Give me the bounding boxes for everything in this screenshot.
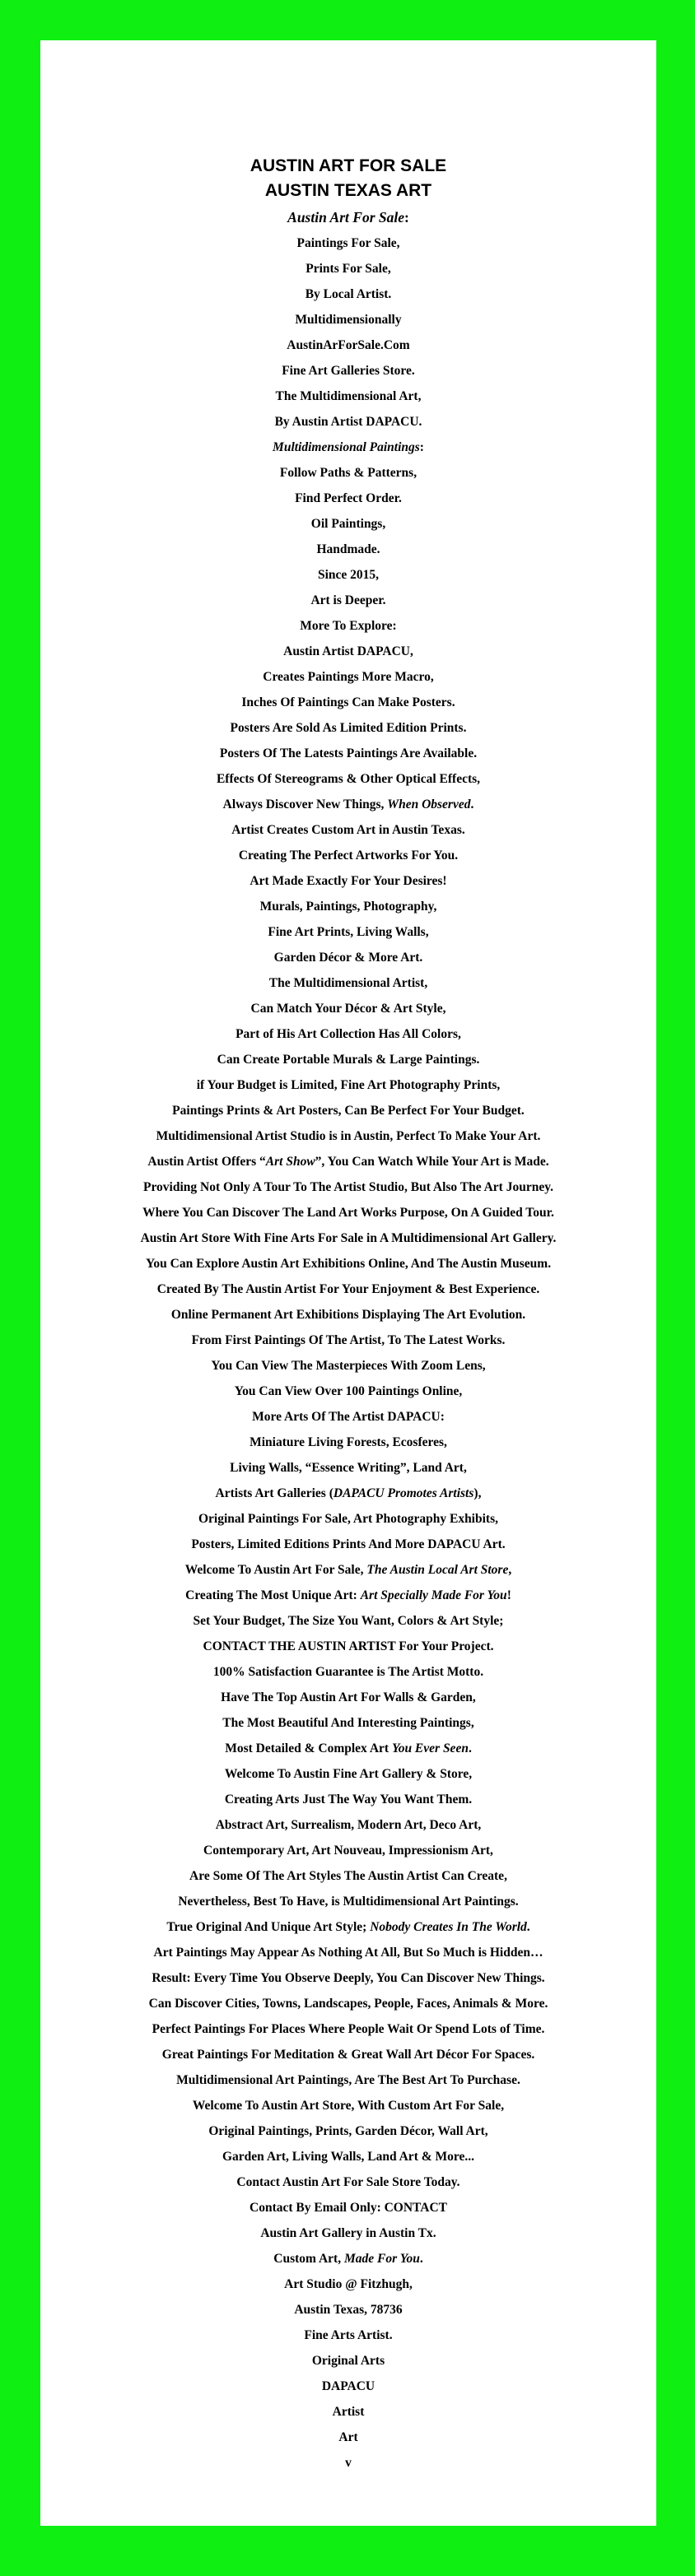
text-line: [40, 1991, 656, 2016]
line-text: You Can View The Masterpieces With Zoom Lens,: [211, 1359, 486, 1373]
line-text: Set Your Budget, The Size You Want, Colors & Art Style;: [193, 1614, 504, 1628]
text-line: [40, 919, 656, 945]
text-line: [40, 1838, 656, 1863]
line-text: CONTACT THE AUSTIN ARTIST For Your Project.: [203, 1639, 494, 1653]
line-text: Artists Art Galleries (: [215, 1486, 334, 1500]
line-text: Multidimensional Art Paintings, Are The Best Art To Purchase.: [176, 2073, 520, 2087]
line-text: Part of His Art Collection Has All Colors,: [236, 1027, 461, 1041]
line-text: You Can Explore Austin Art Exhibitions Online, And The Austin Museum.: [145, 1257, 552, 1271]
text-line: [40, 537, 656, 562]
text-line: [40, 2271, 656, 2297]
line-text: Have The Top Austin Art For Walls & Garden,: [221, 1690, 476, 1704]
text-line: [40, 460, 656, 486]
text-line: [40, 256, 656, 281]
text-line: [40, 435, 656, 460]
line-text: Follow Paths & Patterns,: [279, 466, 417, 480]
line-text: The Multidimensional Artist,: [268, 976, 428, 990]
line-text: Welcome To Austin Fine Art Gallery & Store,: [224, 1767, 473, 1781]
text-line: [40, 2425, 656, 2450]
line-text: Most Detailed & Complex Art: [225, 1741, 392, 1755]
line-text: Custom Art,: [273, 2252, 344, 2266]
text-line: [40, 1123, 656, 1149]
line-text: Prints For Sale,: [306, 262, 391, 276]
text-line: [40, 2042, 656, 2067]
line-text: Contemporary Art, Art Nouveau, Impressionism Art,: [203, 1844, 493, 1858]
line-text: Original Arts: [311, 2354, 385, 2368]
text-line: [40, 1353, 656, 1379]
line-text: Can Match Your Décor & Art Style,: [250, 1002, 446, 1016]
line-text: Great Paintings For Meditation & Great Wall Art Décor For Spaces.: [161, 2048, 535, 2062]
line-text: 100% Satisfaction Guarantee is The Artist Motto.: [212, 1665, 484, 1679]
text-line: [40, 1276, 656, 1302]
italic-text: Art Show: [265, 1155, 315, 1169]
text-line: [40, 1225, 656, 1251]
text-line: [40, 2067, 656, 2093]
line-text: Created By The Austin Artist For Your Enjoyment & Best Experience.: [156, 1282, 540, 1296]
text-line: [40, 817, 656, 843]
page-content: [40, 154, 656, 2476]
text-line: [40, 2195, 656, 2220]
text-line: [40, 1940, 656, 1965]
line-text: Welcome To Austin Art For Sale,: [184, 1563, 367, 1577]
text-line: [40, 1379, 656, 1404]
text-line: [40, 715, 656, 741]
line-text: Creating Arts Just The Way You Want Them.: [224, 1793, 473, 1806]
line-text: Austin Artist DAPACU,: [283, 644, 413, 658]
line-text: More To Explore:: [300, 619, 397, 633]
line-text: Living Walls, “Essence Writing”, Land Art,: [230, 1461, 467, 1475]
line-text: Posters Of The Latests Paintings Are Available.: [219, 746, 478, 760]
line-text: :: [419, 440, 424, 454]
line-text: Paintings For Sale,: [296, 236, 400, 250]
text-line: [40, 1506, 656, 1532]
italic-text: When Observed: [387, 797, 471, 811]
line-text: Austin Art Gallery in Austin Tx.: [260, 2226, 436, 2240]
line-text: By Austin Artist DAPACU.: [274, 415, 422, 429]
text-line: [40, 1021, 656, 1047]
text-line: [40, 868, 656, 894]
line-text: Multidimensionally: [295, 313, 402, 327]
line-text: Original Paintings, Prints, Garden Décor, Wall Art,: [208, 2124, 488, 2138]
line-text: Art: [338, 2430, 358, 2444]
line-text: Welcome To Austin Art Store, With Custom Art For Sale,: [192, 2099, 505, 2113]
line-text: Multidimensional Artist Studio is in Austin, Perfect To Make Your Art.: [156, 1129, 541, 1143]
line-text: ”, You Can Watch While Your Art is Made.: [315, 1155, 549, 1169]
text-line: [40, 2323, 656, 2348]
text-line: [40, 2169, 656, 2195]
text-line: [40, 1302, 656, 1328]
text-line: [40, 1430, 656, 1455]
text-line: [40, 945, 656, 970]
line-text: Fine Art Galleries Store.: [282, 364, 415, 378]
text-line: [40, 766, 656, 792]
line-text: More Arts Of The Artist DAPACU:: [252, 1410, 445, 1424]
text-line: [40, 1710, 656, 1736]
line-text: Always Discover New Things,: [222, 797, 388, 811]
line-text: The Most Beautiful And Interesting Paintings,: [222, 1716, 474, 1730]
text-line: [40, 1685, 656, 1710]
line-text: Artist: [332, 2405, 365, 2419]
text-lines: [40, 205, 656, 2476]
text-line: [40, 588, 656, 613]
text-line: [40, 1481, 656, 1506]
text-line: [40, 1200, 656, 1225]
line-text: The Multidimensional Art,: [275, 389, 422, 403]
line-text: Inches Of Paintings Can Make Posters.: [241, 695, 455, 709]
line-text: !: [506, 1588, 511, 1602]
line-text: Art is Deeper.: [310, 593, 386, 607]
line-text: Handmade.: [316, 542, 380, 556]
line-text: Oil Paintings,: [310, 517, 386, 531]
line-text: Contact Austin Art For Sale Store Today.: [236, 2175, 460, 2189]
text-line: [40, 1787, 656, 1812]
line-text: Creates Paintings More Macro,: [263, 670, 434, 684]
text-line: [40, 2220, 656, 2246]
italic-text: Made For You: [343, 2252, 420, 2266]
text-line: [40, 2016, 656, 2042]
line-text: ),: [473, 1486, 482, 1500]
text-line: [40, 281, 656, 307]
line-text: Austin Art Store With Fine Arts For Sale in A Multidimensional Art Gallery.: [140, 1231, 557, 1245]
text-line: [40, 2093, 656, 2118]
line-text: Fine Art Prints, Living Walls,: [268, 925, 429, 939]
text-line: [40, 1047, 656, 1072]
line-text: Contact By Email Only: CONTACT: [250, 2201, 447, 2215]
line-text: Posters, Limited Editions Prints And More DAPACU Art.: [191, 1537, 506, 1551]
line-text: Posters Are Sold As Limited Edition Prints.: [230, 721, 467, 735]
text-line: [40, 1149, 656, 1174]
text-line: [40, 1812, 656, 1838]
text-line: [40, 690, 656, 715]
text-line: [40, 1404, 656, 1430]
text-line: [40, 792, 656, 817]
italic-text: You Ever Seen: [391, 1741, 469, 1755]
line-text: Effects Of Stereograms & Other Optical Effects,: [216, 772, 481, 786]
line-text: Original Paintings For Sale, Art Photography Exhibits,: [198, 1512, 498, 1526]
line-text: Garden Décor & More Art.: [273, 951, 423, 965]
italic-text: The Austin Local Art Store: [366, 1563, 509, 1577]
line-text: Providing Not Only A Tour To The Artist Studio, But Also The Art Journey.: [142, 1180, 553, 1194]
line-text: Are Some Of The Art Styles The Austin Artist Can Create,: [189, 1869, 507, 1883]
text-line: [40, 1965, 656, 1991]
line-text: Artist Creates Custom Art in Austin Texas.: [231, 823, 465, 837]
text-line: [40, 1608, 656, 1634]
line-text: Result: Every Time You Observe Deeply, You Can Discover New Things.: [152, 1971, 545, 1985]
text-line: [40, 307, 656, 332]
page-title: AUSTIN ART FOR SALE: [250, 156, 447, 175]
line-text: Since 2015,: [317, 568, 380, 582]
text-line: [40, 1557, 656, 1583]
line-text: Art Studio @ Fitzhugh,: [284, 2277, 413, 2291]
line-text: Austin Artist Offers “: [147, 1155, 266, 1169]
text-line: [40, 562, 656, 588]
line-text: Perfect Paintings For Places Where People Wait Or Spend Lots of Time.: [152, 2022, 545, 2036]
line-text: .: [419, 2252, 423, 2266]
text-line: [40, 2144, 656, 2169]
text-line: [40, 996, 656, 1021]
line-text: Nevertheless, Best To Have, is Multidimensional Art Paintings.: [178, 1895, 519, 1909]
line-text: ,: [508, 1563, 512, 1577]
line-text: Paintings Prints & Art Posters, Can Be Perfect For Your Budget.: [172, 1104, 525, 1118]
line-text: True Original And Unique Art Style;: [166, 1920, 371, 1934]
line-text: Miniature Living Forests, Ecosferes,: [250, 1435, 447, 1449]
page-card: [40, 40, 656, 2526]
text-line: [40, 2297, 656, 2323]
italic-text: Multidimensional Paintings: [273, 440, 420, 454]
line-text: .: [470, 797, 474, 811]
text-line: [40, 2118, 656, 2144]
line-text: Art Made Exactly For Your Desires!: [250, 874, 447, 888]
line-text: AustinArForSale.Com: [287, 338, 410, 352]
line-text: Find Perfect Order.: [295, 491, 402, 505]
text-line: [40, 1583, 656, 1608]
text-line: [40, 639, 656, 664]
text-line: [40, 358, 656, 384]
line-text: .: [468, 1741, 472, 1755]
line-text: Abstract Art, Surrealism, Modern Art, Deco Art,: [215, 1818, 482, 1832]
text-line: [40, 2246, 656, 2271]
text-line: [40, 613, 656, 639]
italic-text: Austin Art For Sale: [287, 209, 404, 226]
text-line: [40, 741, 656, 766]
italic-text: Nobody Creates In The World: [370, 1920, 527, 1934]
line-text: Creating The Perfect Artworks For You.: [238, 849, 459, 863]
italic-text: DAPACU Promotes Artists: [333, 1486, 474, 1500]
line-text: DAPACU: [321, 2379, 375, 2393]
text-line: [40, 332, 656, 358]
text-line: [40, 230, 656, 256]
text-line: [40, 894, 656, 919]
text-line: [40, 511, 656, 537]
text-line: [40, 2450, 656, 2476]
text-line: [40, 970, 656, 996]
line-text: .: [526, 1920, 530, 1934]
line-text: Murals, Paintings, Photography,: [259, 900, 437, 914]
text-line: [40, 1251, 656, 1276]
text-line: [40, 1761, 656, 1787]
text-line: [40, 1889, 656, 1914]
text-line: [40, 1634, 656, 1659]
text-line: [40, 1072, 656, 1098]
text-line: [40, 1328, 656, 1353]
line-text: :: [404, 209, 409, 226]
text-line: [40, 1659, 656, 1685]
text-line: [40, 1174, 656, 1200]
text-line: [40, 1736, 656, 1761]
text-line: [40, 486, 656, 511]
line-text: Where You Can Discover The Land Art Works Purpose, On A Guided Tour.: [142, 1206, 554, 1220]
text-line: [40, 2348, 656, 2374]
line-text: You Can View Over 100 Paintings Online,: [234, 1384, 463, 1398]
text-line: [40, 843, 656, 868]
line-text: v: [345, 2456, 352, 2470]
line-text: Creating The Most Unique Art:: [185, 1588, 361, 1602]
line-text: Can Create Portable Murals & Large Paintings.: [217, 1053, 480, 1067]
line-text: Garden Art, Living Walls, Land Art & More...: [222, 2150, 474, 2164]
line-text: if Your Budget is Limited, Fine Art Photography Prints,: [196, 1078, 501, 1092]
text-line: [40, 1098, 656, 1123]
text-line: [40, 1863, 656, 1889]
text-line: [40, 664, 656, 690]
text-line: [40, 409, 656, 435]
line-text: By Local Artist.: [305, 287, 392, 301]
text-line: [40, 1914, 656, 1940]
italic-text: Art Specially Made For You: [360, 1588, 507, 1602]
line-text: Art Paintings May Appear As Nothing At All, But So Much is Hidden…: [153, 1946, 543, 1960]
text-line: [40, 2399, 656, 2425]
page-subtitle: AUSTIN TEXAS ART: [264, 181, 432, 200]
line-text: Fine Arts Artist.: [304, 2328, 393, 2342]
text-line: [40, 205, 656, 230]
text-line: [40, 1532, 656, 1557]
line-text: Can Discover Cities, Towns, Landscapes, People, Faces, Animals & More.: [148, 1997, 548, 2011]
text-line: [40, 384, 656, 409]
line-text: Online Permanent Art Exhibitions Displaying The Art Evolution.: [170, 1308, 526, 1322]
text-line: [40, 1455, 656, 1481]
line-text: From First Paintings Of The Artist, To The Latest Works.: [191, 1333, 506, 1347]
text-line: [40, 2374, 656, 2399]
line-text: Austin Texas, 78736: [294, 2303, 403, 2317]
